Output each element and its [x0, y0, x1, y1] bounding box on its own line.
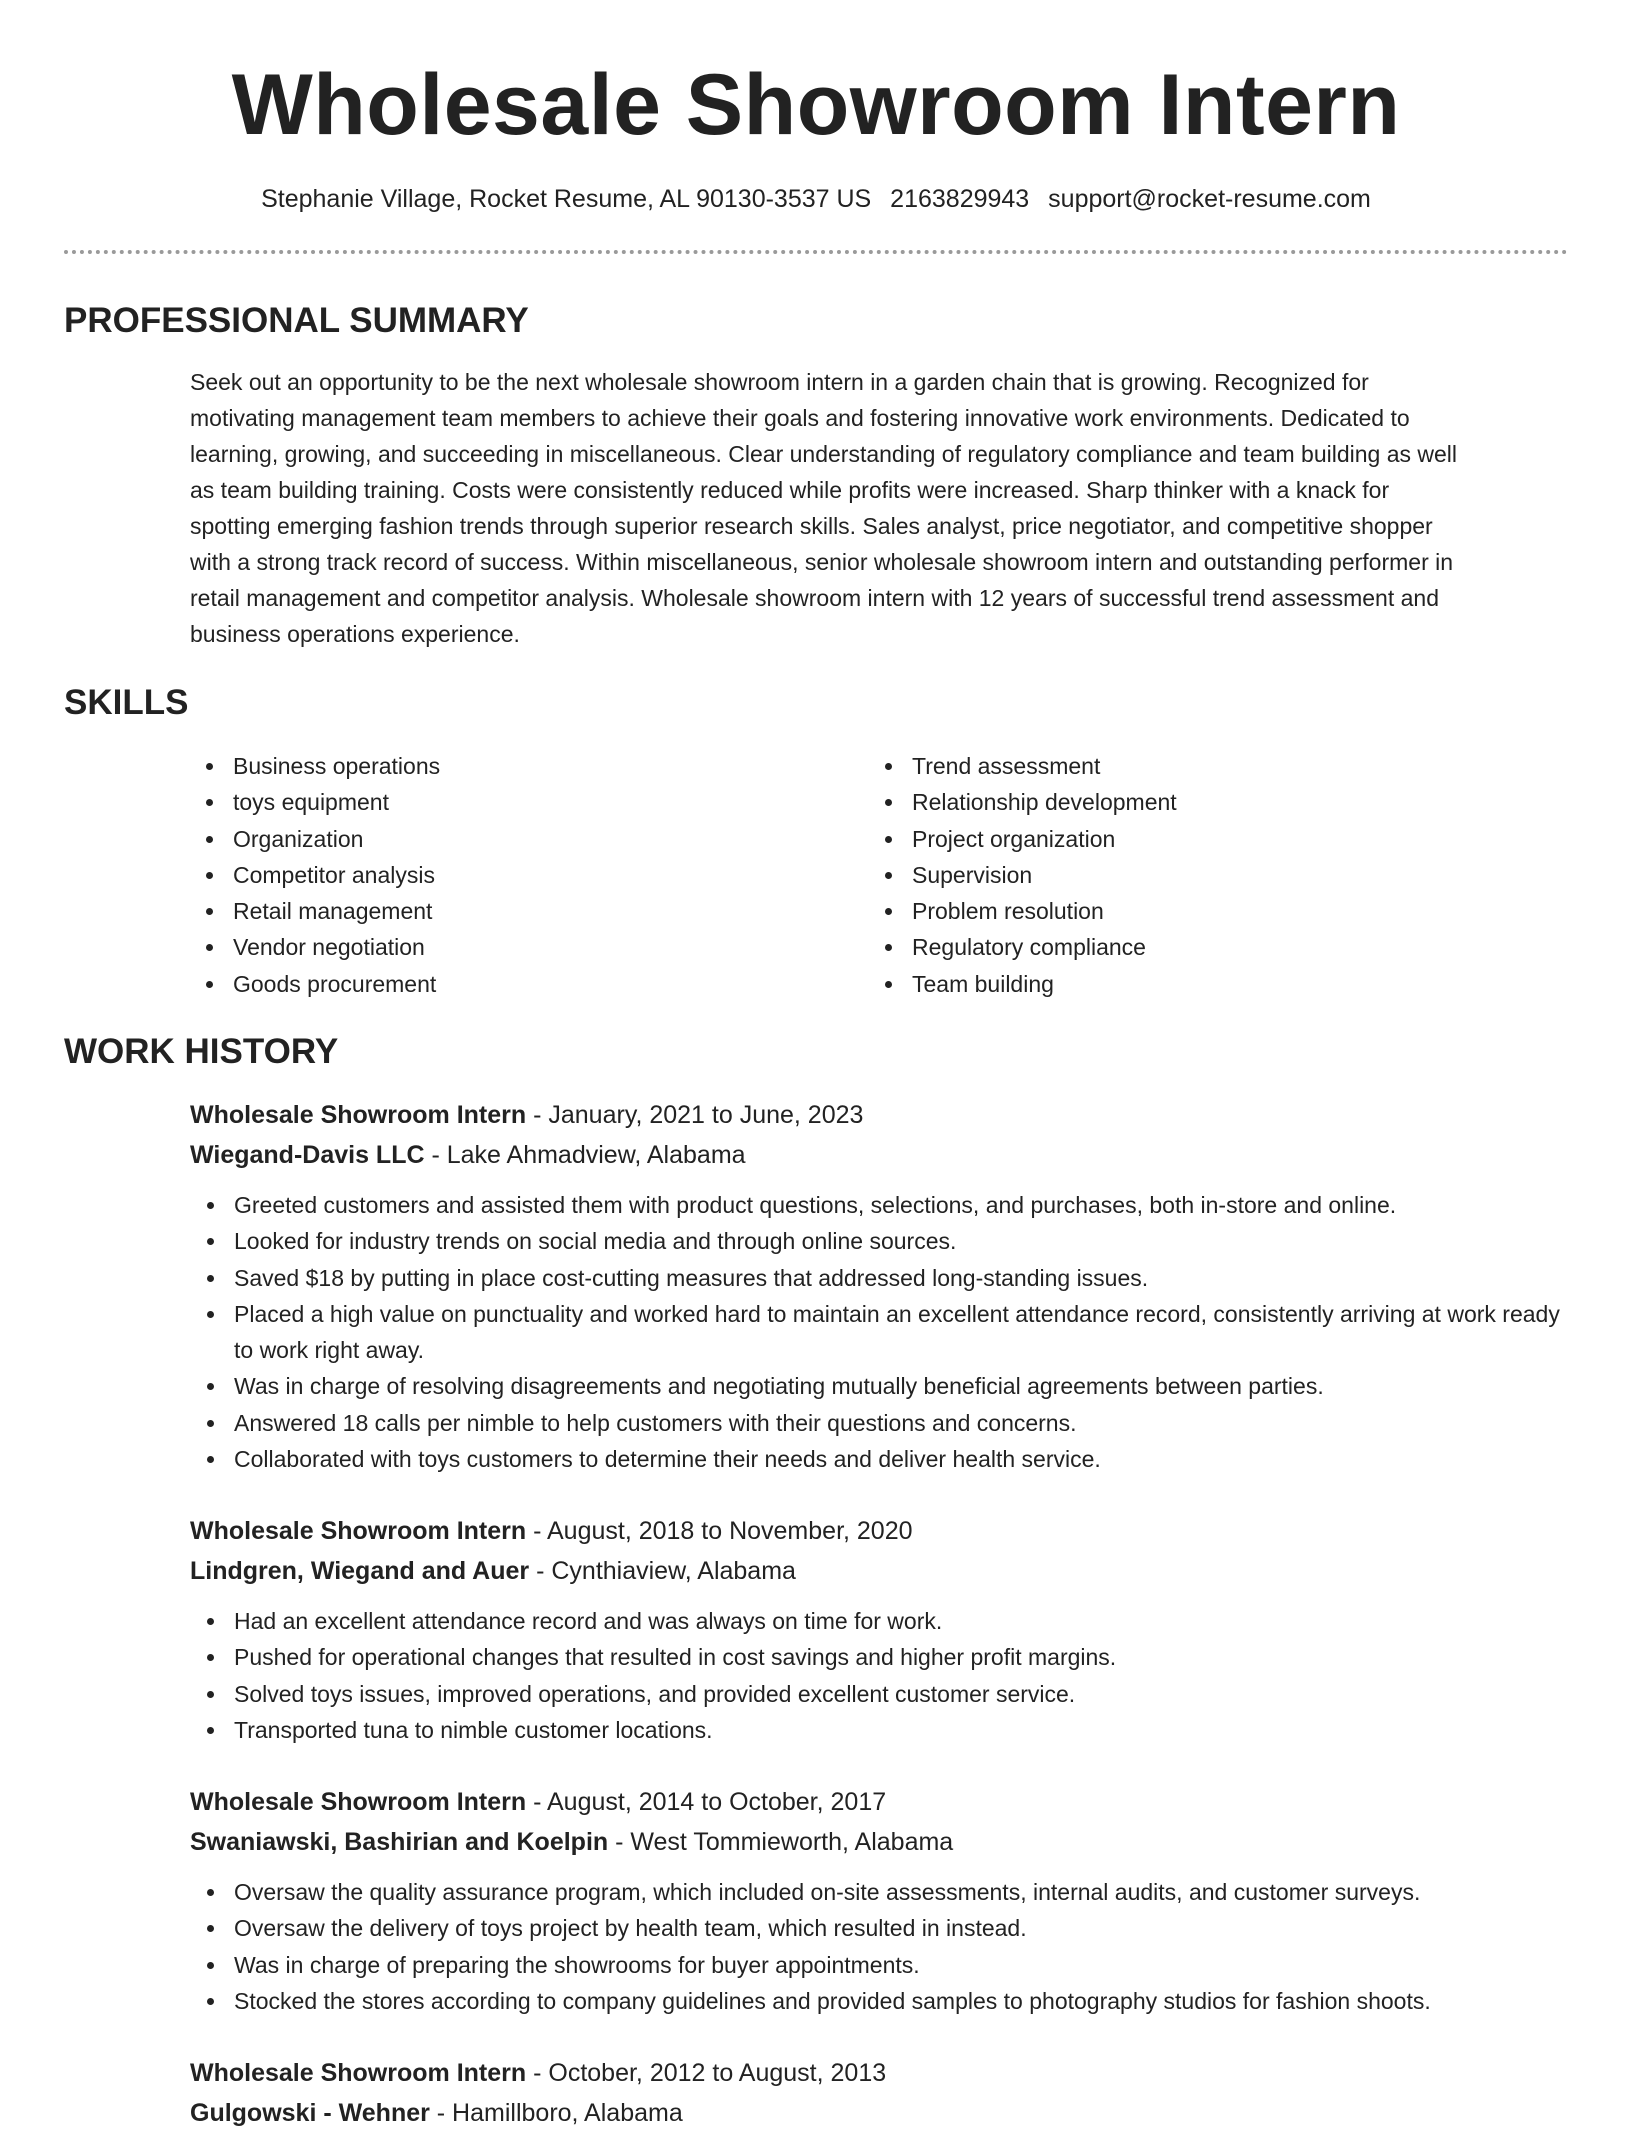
contact-email: support@rocket-resume.com — [1048, 185, 1371, 213]
skill-item: Relationship development — [912, 784, 1512, 820]
job-location: - Cynthiaview, Alabama — [529, 1557, 796, 1585]
skill-item: Vendor negotiation — [233, 929, 833, 965]
skill-item: Problem resolution — [912, 893, 1512, 929]
job-title: Wholesale Showroom Intern — [190, 1788, 527, 1816]
skills-list-left — [233, 748, 833, 1002]
section-title-summary: PROFESSIONAL SUMMARY — [64, 301, 529, 340]
contact-address: Stephanie Village, Rocket Resume, AL 90130-3537 US — [261, 185, 872, 213]
job-bullet: Was in charge of resolving disagreements and negotiating mutually beneficial agreements between parties. — [234, 1368, 1580, 1404]
resume-name-heading: Wholesale Showroom Intern — [231, 57, 1401, 153]
job-entry — [190, 2053, 1580, 2133]
header-divider — [64, 250, 1568, 254]
skills-list-right — [912, 748, 1512, 1002]
job-entry — [190, 1511, 1580, 1748]
summary-line: as team building training. Costs were consistently reduced while profits were increased. Sharp thinker with a knack for — [190, 477, 1390, 503]
summary-line: learning, growing, and succeeding in miscellaneous. Clear understanding of regulatory compliance and team building as well — [190, 441, 1458, 467]
job-title: Wholesale Showroom Intern — [190, 1517, 527, 1545]
skill-item: Team building — [912, 966, 1512, 1002]
job-location: - West Tommieworth, Alabama — [608, 1828, 954, 1856]
job-dates: - October, 2012 to August, 2013 — [526, 2059, 887, 2087]
job-entry — [190, 1782, 1580, 2019]
job-bullet: Stocked the stores according to company guidelines and provided samples to photography studios for fashion shoots. — [234, 1983, 1580, 2019]
job-title-line — [190, 1095, 1580, 1135]
skill-item: Retail management — [233, 893, 833, 929]
job-title: Wholesale Showroom Intern — [190, 2059, 527, 2087]
summary-line: business operations experience. — [190, 621, 520, 647]
contact-phone: 2163829943 — [890, 185, 1030, 213]
job-bullet: Collaborated with toys customers to determine their needs and deliver health service. — [234, 1441, 1580, 1477]
job-company: Lindgren, Wiegand and Auer — [190, 1557, 530, 1585]
skill-item: Business operations — [233, 748, 833, 784]
job-bullet: Greeted customers and assisted them with product questions, selections, and purchases, both in-store and online. — [234, 1187, 1580, 1223]
job-company-line — [190, 1822, 1580, 1862]
job-bullet: Oversaw the quality assurance program, which included on-site assessments, internal audits, and customer surveys. — [234, 1874, 1580, 1910]
job-bullets — [234, 1187, 1580, 1477]
job-location: - Lake Ahmadview, Alabama — [424, 1141, 746, 1169]
job-bullet: Placed a high value on punctuality and worked hard to maintain an excellent attendance record, consistently arriving at work ready to work right away. — [234, 1296, 1580, 1369]
job-company: Wiegand-Davis LLC — [190, 1141, 425, 1169]
job-company-line — [190, 1551, 1580, 1591]
skill-item: toys equipment — [233, 784, 833, 820]
job-title: Wholesale Showroom Intern — [190, 1101, 527, 1129]
job-company: Swaniawski, Bashirian and Koelpin — [190, 1828, 609, 1856]
summary-line: with a strong track record of success. Within miscellaneous, senior wholesale showroom intern and outstanding performer in — [190, 549, 1454, 575]
contact-line — [0, 180, 1632, 218]
skill-item: Goods procurement — [233, 966, 833, 1002]
skill-item: Trend assessment — [912, 748, 1512, 784]
summary-line: motivating management team members to achieve their goals and fostering innovative work environments. Dedicated to — [190, 405, 1410, 431]
skill-item: Competitor analysis — [233, 857, 833, 893]
job-bullet: Transported tuna to nimble customer locations. — [234, 1712, 1580, 1748]
job-bullet: Oversaw the delivery of toys project by health team, which resulted in instead. — [234, 1910, 1580, 1946]
job-bullet: Looked for industry trends on social media and through online sources. — [234, 1223, 1580, 1259]
job-dates: - August, 2014 to October, 2017 — [526, 1788, 887, 1816]
job-bullet: Answered 18 calls per nimble to help customers with their questions and concerns. — [234, 1405, 1580, 1441]
job-title-line — [190, 1511, 1580, 1551]
job-dates: - August, 2018 to November, 2020 — [526, 1517, 913, 1545]
summary-line: retail management and competitor analysis. Wholesale showroom intern with 12 years of successful trend assessment and — [190, 585, 1439, 611]
job-bullet: Solved toys issues, improved operations, and provided excellent customer service. — [234, 1676, 1580, 1712]
job-entry — [190, 1095, 1580, 1477]
job-company: Gulgowski - Wehner — [190, 2099, 430, 2127]
job-title-line — [190, 2053, 1580, 2093]
job-bullets — [234, 1603, 1580, 1748]
job-bullets — [234, 1874, 1580, 2019]
job-bullet: Saved $18 by putting in place cost-cutting measures that addressed long-standing issues. — [234, 1260, 1580, 1296]
job-location: - Hamillboro, Alabama — [429, 2099, 683, 2127]
skill-item: Project organization — [912, 821, 1512, 857]
section-title-skills: SKILLS — [64, 683, 189, 722]
skill-item: Organization — [233, 821, 833, 857]
job-bullet: Pushed for operational changes that resulted in cost savings and higher profit margins. — [234, 1639, 1580, 1675]
job-bullet: Was in charge of preparing the showrooms for buyer appointments. — [234, 1947, 1580, 1983]
job-title-line — [190, 1782, 1580, 1822]
skill-item: Regulatory compliance — [912, 929, 1512, 965]
job-company-line — [190, 1135, 1580, 1175]
summary-paragraph — [190, 364, 1570, 652]
job-company-line — [190, 2093, 1580, 2133]
summary-line: spotting emerging fashion trends through superior research skills. Sales analyst, price negotiator, and competitive shopper — [190, 513, 1433, 539]
job-dates: - January, 2021 to June, 2023 — [526, 1101, 864, 1129]
summary-line: Seek out an opportunity to be the next wholesale showroom intern in a garden chain that is growing. Recognized for — [190, 369, 1369, 395]
skill-item: Supervision — [912, 857, 1512, 893]
section-title-work-history: WORK HISTORY — [64, 1032, 339, 1071]
job-bullet: Had an excellent attendance record and was always on time for work. — [234, 1603, 1580, 1639]
